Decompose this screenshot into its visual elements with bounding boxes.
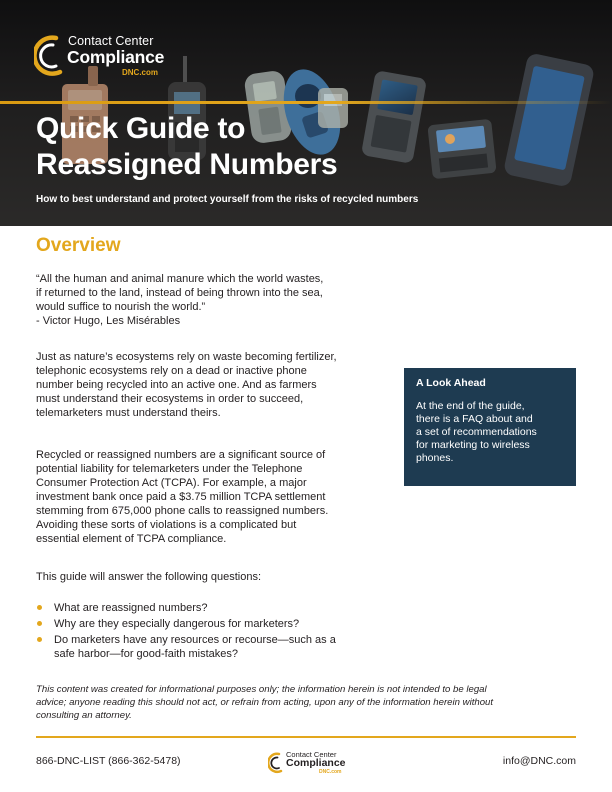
paragraph-line: must understand their ecosystems in order to succeed, bbox=[36, 393, 304, 405]
quote-line: would suffice to nourish the world.” bbox=[36, 301, 206, 313]
paragraph-intro-questions: This guide will answer the following questions: bbox=[36, 571, 262, 583]
quote-block bbox=[36, 272, 396, 328]
disclaimer-line: consulting an attorney. bbox=[36, 710, 132, 721]
section-heading: Overview bbox=[36, 235, 121, 256]
paragraph-line: Consumer Protection Act (TCPA). For example, a major bbox=[36, 477, 307, 489]
paragraph-line: Avoiding these sorts of violations is a complicated but bbox=[36, 519, 297, 531]
footer-brand-logo[interactable] bbox=[268, 750, 348, 776]
paragraph-line: Just as nature’s ecosystems rely on waste becoming fertilizer, bbox=[36, 351, 337, 363]
bullet-dot-icon bbox=[37, 637, 42, 642]
paragraph-line: potential liability for telemarketers under the Telephone bbox=[36, 463, 303, 475]
paragraph-ecosystems bbox=[36, 350, 396, 420]
quote-attribution: - Victor Hugo, Les Misérables bbox=[36, 315, 181, 327]
footer-logo-line-1: Contact Center bbox=[286, 750, 337, 759]
footer-email-link[interactable]: info@DNC.com bbox=[502, 755, 576, 767]
paragraph-line: stemming from 675,000 phone calls to reassigned numbers. bbox=[36, 505, 329, 517]
question-list bbox=[36, 601, 376, 663]
page-subtitle: How to best understand and protect yourself from the risks of recycled numbers bbox=[36, 194, 419, 205]
list-item-text: safe harbor—for good-faith mistakes? bbox=[54, 648, 239, 660]
keyboard-phone-icon bbox=[361, 70, 427, 164]
slider-phone-icon bbox=[427, 119, 496, 179]
callout-line: there is a FAQ about and bbox=[416, 413, 533, 425]
page-title bbox=[36, 111, 337, 183]
paragraph-liability bbox=[36, 448, 396, 546]
paragraph-line: essential element of TCPA compliance. bbox=[36, 533, 227, 545]
list-item bbox=[36, 601, 376, 615]
bullet-dot-icon bbox=[37, 605, 42, 610]
header-banner bbox=[0, 0, 612, 226]
title-line-2: Reassigned Numbers bbox=[36, 148, 338, 181]
logo-line-2: Compliance bbox=[67, 47, 165, 67]
quote-line: if returned to the land, instead of being thrown into the sea, bbox=[36, 287, 323, 299]
paragraph-line: Recycled or reassigned numbers are a significant source of bbox=[36, 449, 326, 461]
callout-line: for marketing to wireless bbox=[416, 439, 530, 451]
logo-line-1: Contact Center bbox=[68, 34, 154, 48]
list-item bbox=[36, 617, 376, 631]
paragraph-line: number being recycled into an active one. And as farmers bbox=[36, 379, 317, 391]
bullet-dot-icon bbox=[37, 621, 42, 626]
callout-line: phones. bbox=[416, 452, 454, 464]
logo-swoosh-icon bbox=[34, 34, 70, 78]
callout-heading: A Look Ahead bbox=[416, 377, 486, 389]
smartphone-icon bbox=[503, 52, 595, 187]
title-line-1: Quick Guide to bbox=[36, 112, 246, 145]
header-gold-rule bbox=[0, 101, 612, 104]
footer-logo-swoosh-icon bbox=[268, 751, 286, 775]
list-item bbox=[36, 633, 376, 661]
disclaimer-line: advice; anyone reading this should not act, or refrain from acting, upon any of the information herein without bbox=[36, 697, 494, 708]
list-item-text: Do marketers have any resources or recourse—such as a bbox=[54, 634, 336, 646]
list-item-text: What are reassigned numbers? bbox=[54, 602, 208, 614]
disclaimer-line: This content was created for informational purposes only; the information herein is not intended to be legal bbox=[36, 684, 487, 695]
footer-logo-line-2: Compliance bbox=[286, 757, 346, 769]
callout-text bbox=[416, 400, 566, 465]
legal-disclaimer bbox=[36, 683, 576, 722]
callout-line: a set of recommendations bbox=[416, 426, 537, 438]
brand-logo[interactable] bbox=[34, 34, 174, 78]
look-ahead-callout bbox=[404, 368, 576, 486]
footer-logo-line-3: DNC.com bbox=[319, 769, 342, 775]
paragraph-line: telephonic ecosystems rely on a dead or inactive phone bbox=[36, 365, 307, 377]
list-item-text: Why are they especially dangerous for marketers? bbox=[54, 618, 300, 630]
paragraph-line: telemarketers must understand theirs. bbox=[36, 407, 221, 419]
callout-line: At the end of the guide, bbox=[416, 400, 525, 412]
footer-divider bbox=[36, 736, 576, 738]
logo-line-3: DNC.com bbox=[122, 68, 159, 77]
quote-line: “All the human and animal manure which the world wastes, bbox=[36, 273, 324, 285]
footer-phone-number[interactable]: 866-DNC-LIST (866-362-5478) bbox=[36, 755, 181, 767]
paragraph-line: investment bank once paid a $3.75 million TCPA settlement bbox=[36, 491, 326, 503]
